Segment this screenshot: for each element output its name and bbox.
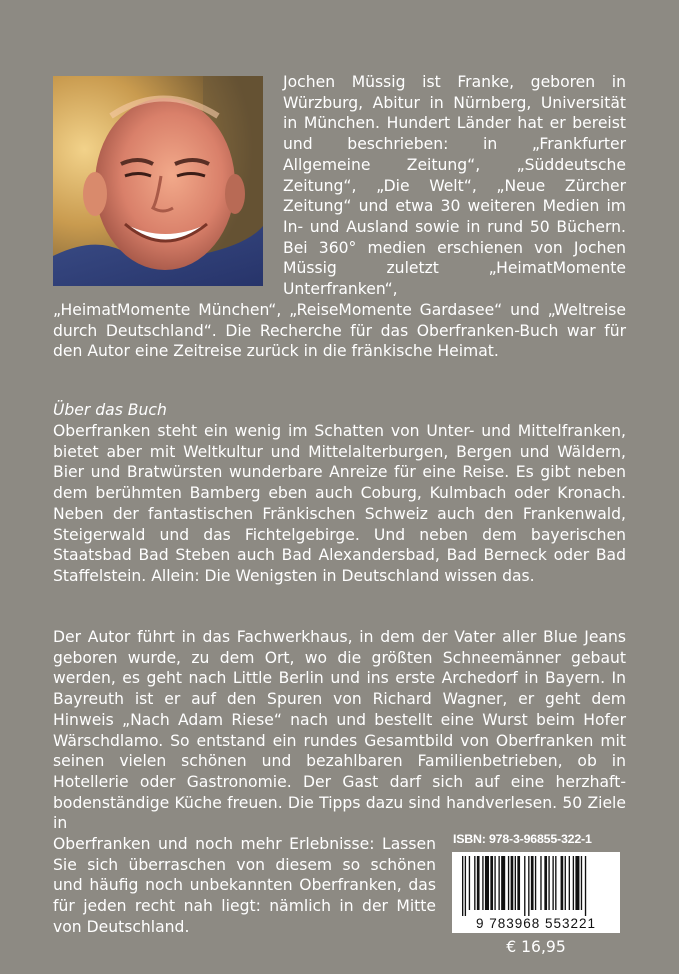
author-portrait bbox=[53, 76, 263, 286]
barcode-digits: 9 783968 553221 bbox=[475, 916, 597, 931]
about-book-heading: Über das Buch bbox=[53, 401, 167, 419]
barcode-bars bbox=[452, 852, 620, 916]
about-paragraph-3: Oberfranken und noch mehr Erlebnisse: Lassen Sie sich überraschen von diesem so schönen und häufig noch unbekannten Oberfranken, das für jeden recht nah liegt: nämlich in der Mitte von Deutschland. bbox=[53, 835, 436, 936]
price-label: € 16,95 bbox=[506, 938, 566, 956]
about-paragraph-1: Oberfranken steht ein wenig im Schatten von Unter- und Mittelfranken, bietet aber mit Weltkultur und Mittelalterburgen, Bergen und Wäldern, Bier und Bratwürsten wunderbare Anreize für eine Reise. Es gibt neben dem berühmten Bamberg eben auch Coburg, Kulmbach oder Kronach. Neben der fantastischen Fränkischen Schweiz auch den Frankenwald, Steigerwald und das Fichtelgebirge. Und neben dem bayerischen Staatsbad Bad Steben auch Bad Alexandersbad, Bad Berneck oder Bad Staffelstein. Allein: Die Wenigsten in Deutschland wissen das. bbox=[53, 422, 626, 585]
author-bio-continued: „HeimatMomente München“, „ReiseMomente Gardasee“ und „Weltreise durch Deutschland“. Die Recherche für das Oberfranken-Buch war für den Autor eine Zeitreise zurück in die fränkische Heimat. bbox=[53, 301, 626, 361]
about-paragraph-2: Der Autor führt in das Fachwerkhaus, in dem der Vater aller Blue Jeans geboren wurde, zu dem Ort, wo die größten Schneemänner gebaut werden, es geht nach Little Berlin und ins erste Archedorf in Bayern. In Bayreuth ist er auf den Spuren von Richard Wagner, er geht dem Hinweis „Nach Adam Riese“ nach und bestellt eine Wurst beim Hofer Wärschdlamo. So entstand ein rundes Gesamtbild von Oberfranken mit seinen vielen schönen und bezahlbaren Familienbetrieben, ob in Hotellerie oder Gastronomie. Der Gast darf sich auf eine herzhaft-bodenständige Küche freuen. Die Tipps dazu sind handverlesen. 50 Ziele in bbox=[53, 628, 626, 833]
isbn-label: ISBN: 978-3-96855-322-1 bbox=[453, 832, 592, 846]
author-bio-text: Jochen Müssig ist Franke, geboren in Würzburg, Abitur in Nürnberg, Universität in München. Hundert Länder hat er bereist und beschrieben: in „Frankfurter Allgemeine Zeitung“, „Süddeutsche Zeitung“, „Die Welt“, „Neue Zürcher Zeitung“ und etwa 30 weiteren Medien im In- und Ausland sowie in rund 50 Büchern. Bei 360° medien erschienen von Jochen Müssig zuletzt „HeimatMomente Unterfranken“, bbox=[283, 73, 626, 299]
isbn-barcode bbox=[452, 852, 620, 933]
